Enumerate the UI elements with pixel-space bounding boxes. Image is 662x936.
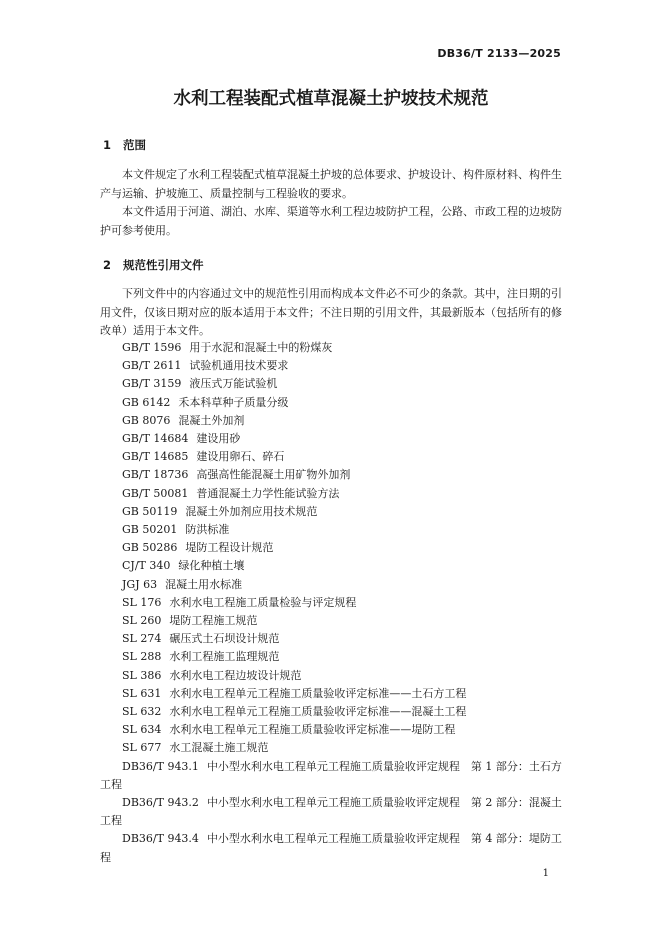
reference-item — [100, 375, 562, 393]
reference-title: 绿化种植土壤 — [178, 559, 245, 573]
reference-code: GB 50286 — [122, 541, 178, 555]
reference-title: 堤防工程施工规范 — [169, 614, 258, 628]
reference-item — [100, 721, 562, 739]
reference-code: SL 631 — [122, 686, 162, 700]
page-number: 1 — [542, 868, 549, 879]
section-2-intro: 下列文件中的内容通过文中的规范性引用而构成本文件必不可少的条款。其中，注日期的引用文件，仅该日期对应的版本适用于本文件；不注日期的引用文件，其最新版本（包括所有的修改单）适用于本文件。 — [100, 287, 562, 337]
reference-title: 中小型水利水电工程单元工程施工质量验收评定规程 第 1 部分：土石方工程 — [100, 759, 562, 791]
reference-title: 液压式万能试验机 — [189, 377, 278, 391]
reference-code: GB 50201 — [122, 523, 178, 537]
section-1-title: 范围 — [123, 138, 147, 152]
reference-title: 建设用卵石、碎石 — [196, 450, 285, 464]
reference-title: 混凝土外加剂应用技术规范 — [185, 504, 318, 518]
reference-title: 水利水电工程单元工程施工质量验收评定标准——土石方工程 — [169, 686, 467, 700]
reference-title: 水工混凝土施工规范 — [169, 741, 269, 755]
reference-item — [100, 521, 562, 539]
reference-list — [100, 339, 562, 867]
document-title: 水利工程装配式植草混凝土护坡技术规范 — [173, 89, 489, 109]
reference-title: 碾压式土石坝设计规范 — [169, 632, 280, 646]
reference-item — [100, 758, 562, 794]
reference-title: 混凝土用水标准 — [165, 577, 243, 591]
reference-code: GB 8076 — [122, 413, 171, 427]
reference-title: 水利水电工程单元工程施工质量验收评定标准——混凝土工程 — [169, 705, 467, 719]
reference-code: GB/T 14684 — [122, 432, 189, 446]
section-1-number: 1 — [103, 138, 112, 152]
reference-code: CJ/T 340 — [122, 559, 171, 573]
reference-item — [100, 703, 562, 721]
reference-code: GB 6142 — [122, 395, 171, 409]
reference-item — [100, 685, 562, 703]
reference-item — [100, 630, 562, 648]
reference-title: 用于水泥和混凝土中的粉煤灰 — [189, 341, 333, 354]
reference-code: GB/T 50081 — [122, 486, 189, 500]
reference-item — [100, 448, 562, 466]
reference-item — [100, 830, 562, 866]
reference-title: 建设用砂 — [196, 432, 241, 446]
reference-item — [100, 485, 562, 503]
reference-code: GB/T 14685 — [122, 450, 189, 464]
reference-code: SL 274 — [122, 632, 162, 646]
reference-item — [100, 594, 562, 612]
reference-item — [100, 648, 562, 666]
reference-item — [100, 394, 562, 412]
reference-item — [100, 539, 562, 557]
reference-item — [100, 430, 562, 448]
reference-code: SL 288 — [122, 650, 162, 664]
reference-title: 防洪标准 — [185, 523, 230, 537]
reference-code: SL 632 — [122, 705, 162, 719]
reference-code: JGJ 63 — [122, 577, 158, 591]
reference-code: SL 634 — [122, 723, 162, 737]
reference-item — [100, 612, 562, 630]
reference-code: GB/T 18736 — [122, 468, 189, 482]
reference-item — [100, 557, 562, 575]
reference-item — [100, 466, 562, 484]
reference-item — [100, 739, 562, 757]
reference-code: SL 176 — [122, 595, 162, 609]
reference-title: 混凝土外加剂 — [178, 413, 245, 427]
reference-title: 水利水电工程边坡设计规范 — [169, 668, 302, 682]
reference-title: 高强高性能混凝土用矿物外加剂 — [196, 468, 351, 482]
reference-title: 水利水电工程单元工程施工质量验收评定标准——堤防工程 — [169, 723, 456, 737]
reference-code: GB/T 2611 — [122, 359, 182, 373]
section-1-paragraph-2: 本文件适用于河道、湖泊、水库、渠道等水利工程边坡防护工程，公路、市政工程的边坡防护可参考使用。 — [100, 205, 562, 237]
reference-code: DB36/T 943.4 — [122, 832, 199, 846]
reference-code: DB36/T 943.1 — [122, 759, 199, 773]
section-1-heading — [103, 137, 146, 153]
reference-code: SL 677 — [122, 741, 162, 755]
reference-title: 中小型水利水电工程单元工程施工质量验收评定规程 第 4 部分：堤防工程 — [100, 832, 562, 864]
reference-code: DB36/T 943.2 — [122, 796, 199, 810]
section-2-heading — [103, 257, 204, 273]
reference-title: 水利工程施工监理规范 — [169, 650, 280, 664]
reference-title: 普通混凝土力学性能试验方法 — [196, 486, 340, 500]
reference-title: 水利水电工程施工质量检验与评定规程 — [169, 595, 357, 609]
reference-item — [100, 357, 562, 375]
reference-item — [100, 794, 562, 830]
reference-title: 试验机通用技术要求 — [189, 359, 289, 373]
document-code: DB36/T 2133—2025 — [437, 47, 561, 60]
reference-item — [100, 667, 562, 685]
reference-code: GB/T 1596 — [122, 341, 182, 354]
reference-item — [100, 503, 562, 521]
reference-code: GB 50119 — [122, 504, 178, 518]
reference-code: GB/T 3159 — [122, 377, 182, 391]
section-1-paragraph-1: 本文件规定了水利工程装配式植草混凝土护坡的总体要求、护坡设计、构件原材料、构件生产与运输、护坡施工、质量控制与工程验收的要求。 — [100, 168, 562, 200]
reference-item — [100, 339, 562, 357]
reference-code: SL 260 — [122, 614, 162, 628]
reference-title: 堤防工程设计规范 — [185, 541, 274, 555]
reference-item — [100, 576, 562, 594]
reference-code: SL 386 — [122, 668, 162, 682]
reference-title: 禾本科草种子质量分级 — [178, 395, 289, 409]
section-2-number: 2 — [103, 258, 112, 272]
reference-item — [100, 412, 562, 430]
reference-title: 中小型水利水电工程单元工程施工质量验收评定规程 第 2 部分：混凝土工程 — [100, 796, 562, 828]
section-2-title: 规范性引用文件 — [123, 258, 204, 272]
